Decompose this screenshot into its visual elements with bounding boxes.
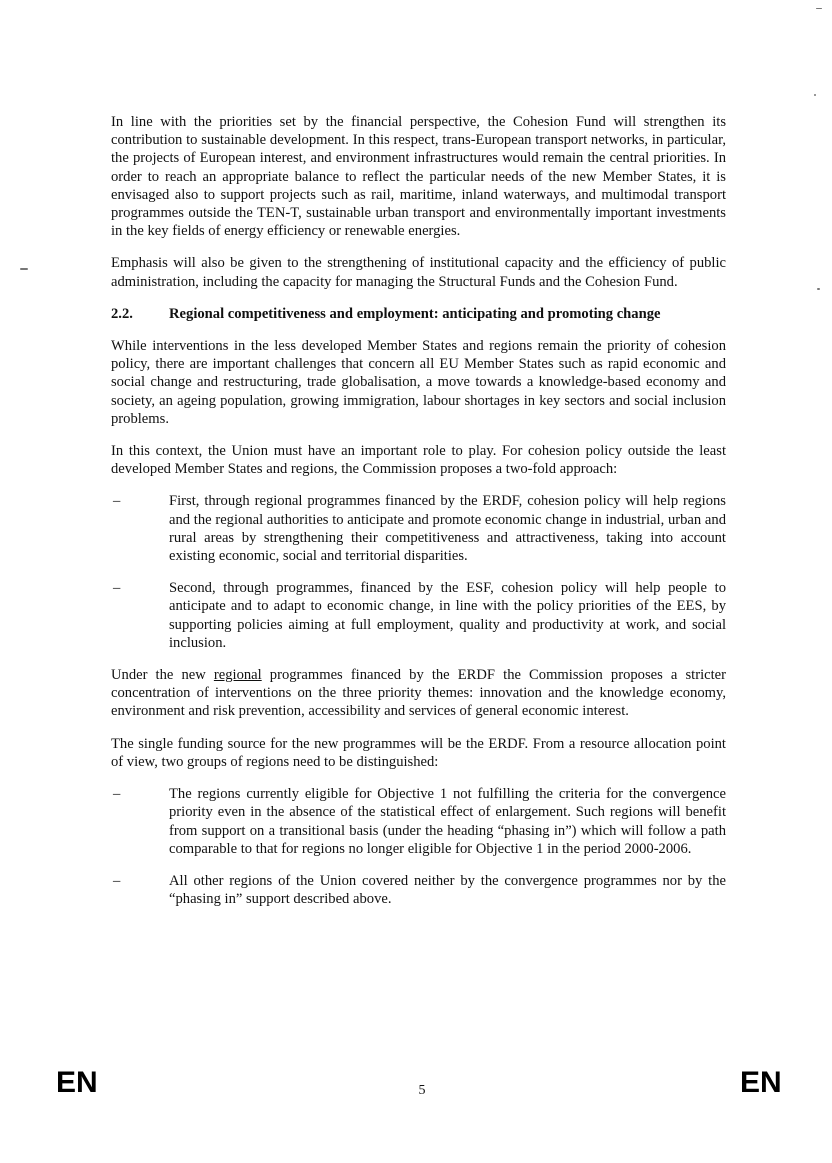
section-number: 2.2. [111, 305, 133, 322]
list-item [111, 872, 726, 908]
paragraph-challenges: While interventions in the less developed Member States and regions remain the priority of cohesion policy, there are important challenges that concern all EU Member States such as rapid economic and social change and restructuring, trade globalisation, a move towards a knowledge-based economy and society, an ageing population, growing immigration, labour shortages in key sectors and social inclusion problems. [111, 338, 726, 427]
list-dash: – [113, 580, 121, 597]
scan-speck [20, 268, 28, 270]
text-run: Under the new [111, 667, 214, 684]
document-body [111, 113, 726, 922]
scan-speck [814, 94, 816, 96]
list-item [111, 579, 726, 652]
paragraph-funding-source: The single funding source for the new programmes will be the ERDF. From a resource allocation point of view, two groups of regions need to be distinguished: [111, 735, 726, 770]
list-item [111, 492, 726, 565]
list-item-text: Second, through programmes, financed by the ESF, cohesion policy will help people to anticipate and to adapt to economic change, in line with the policy priorities of the EES, by supporting policies aiming at full employment, quality and productivity at work, and social inclusion. [169, 580, 726, 651]
list-item-text: First, through regional programmes financed by the ERDF, cohesion policy will help regions and the regional authorities to anticipate and promote economic change in industrial, urban and rural areas by strengthening their competitiveness and attractiveness, taking into account existing economic, social and territorial disparities. [169, 493, 726, 565]
underlined-word: regional [213, 667, 262, 684]
footer-language-left: EN [56, 1066, 98, 1099]
list-item-text: The regions currently eligible for Objective 1 not fulfilling the criteria for the convergence priority even in the absence of the statistical effect of enlargement. Such regions will benefit from support on a transitional basis (under the heading “phasing in”) which will follow a path comparable to that for regions no longer eligible for Objective 1 in the period 2000-2006. [169, 786, 726, 857]
list-item-text: All other regions of the Union covered neither by the convergence programmes nor by the “phasing in” support described above. [169, 872, 726, 908]
section-title: Regional competitiveness and employment: anticipating and promoting change [169, 305, 661, 322]
scan-speck [816, 8, 822, 9]
paragraph-regional-programmes [111, 666, 726, 721]
footer-language-right: EN [740, 1066, 782, 1099]
list-dash: – [113, 493, 121, 510]
paragraph-institutional-capacity: Emphasis will also be given to the strengthening of institutional capacity and the efficiency of public administration, including the capacity for managing the Structural Funds and the Cohesion Fund. [111, 255, 726, 290]
text-run: programmes financed by the ERDF the Commission proposes a stricter concentration of interventions on the three priority themes: innovation and the knowledge economy, environment and risk prevention, accessibility and services of general economic interest. [111, 667, 726, 720]
paragraph-cohesion-fund: In line with the priorities set by the financial perspective, the Cohesion Fund will strengthen its contribution to sustainable development. In this respect, trans-European transport networks, in particular, the projects of European interest, and environment infrastructures would remain the central priorities. In order to reach an appropriate balance to reflect the particular needs of the new Member States, it is envisaged also to support projects such as rail, maritime, inland waterways, and multimodal transport programmes outside the TEN-T, sustainable urban transport and environmentally important investments in the key fields of energy efficiency or renewable energies. [111, 114, 726, 240]
list-dash: – [113, 786, 121, 803]
section-heading [111, 305, 726, 323]
list-item [111, 785, 726, 858]
page-number: 5 [418, 1083, 426, 1098]
list-dash: – [113, 872, 121, 889]
paragraph-two-fold-approach: In this context, the Union must have an important role to play. For cohesion policy outside the least developed Member States and regions, the Commission proposes a two-fold approach: [111, 443, 726, 478]
scan-speck [817, 288, 820, 290]
